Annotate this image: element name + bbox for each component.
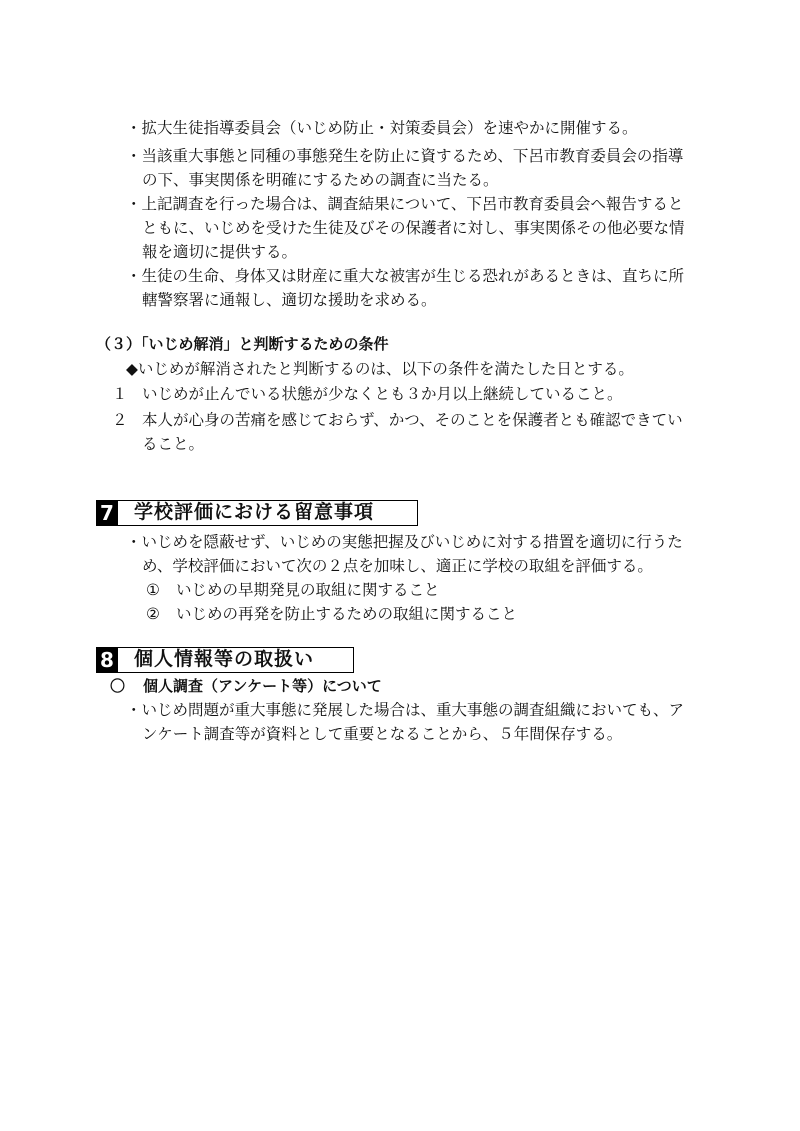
section-7-header [96, 500, 418, 526]
measure-item-cont: 轄警察署に通報し、適切な援助を求める。 [142, 291, 437, 309]
section-number: 8 [96, 647, 118, 673]
section-7-bullet: ・いじめを隠蔽せず、いじめの実態把握及びいじめに対する措置を適切に行うた [126, 533, 683, 551]
condition-number: ２ [112, 411, 128, 429]
section-8-header [96, 647, 354, 673]
measure-item-cont: の下、事実関係を明確にするための調査に当たる。 [142, 171, 499, 189]
section-title: 学校評価における留意事項 [134, 501, 375, 523]
point-text: いじめの再発を防止するための取組に関すること [176, 605, 518, 623]
section-title: 個人情報等の取扱い [134, 648, 315, 670]
section-8-bullet-cont: ンケート調査等が資料として重要となることから、５年間保存する。 [142, 725, 623, 743]
measure-item: ・拡大生徒指導委員会（いじめ防止・対策委員会）を速やかに開催する。 [126, 119, 638, 137]
section-number: 7 [96, 500, 118, 526]
measure-item: ・上記調査を行った場合は、調査結果について、下呂市教育委員会へ報告すると [126, 195, 684, 213]
section-7-bullet-cont: め、学校評価において次の２点を加味し、適正に学校の取組を評価する。 [142, 557, 653, 575]
measure-item: ・当該重大事態と同種の事態発生を防止に資するため、下呂市教育委員会の指導 [126, 147, 684, 165]
condition-text: いじめが止んでいる状態が少なくとも３か月以上継続していること。 [142, 385, 623, 403]
point-marker: ① [146, 581, 160, 599]
circle-marker: 〇 [110, 677, 126, 695]
section-8-bullet: ・いじめ問題が重大事態に発展した場合は、重大事態の調査組織においても、ア [126, 701, 685, 719]
measure-item-cont: ともに、いじめを受けた生徒及びその保護者に対し、事実関係その他必要な情 [142, 219, 685, 237]
point-text: いじめの早期発見の取組に関すること [176, 581, 440, 599]
subsection-intro: ◆いじめが解消されたと判断するのは、以下の条件を満たした日とする。 [126, 360, 634, 378]
condition-text: 本人が心身の苦痛を感じておらず、かつ、そのことを保護者とも確認できてい [142, 411, 683, 429]
condition-number: １ [112, 385, 128, 403]
sub-heading: 個人調査（アンケート等）について [143, 677, 382, 695]
point-marker: ② [146, 605, 160, 623]
condition-text-cont: ること。 [142, 435, 205, 453]
measure-item: ・生徒の生命、身体又は財産に重大な被害が生じる恐れがあるときは、直ちに所 [126, 267, 685, 285]
measure-item-cont: 報を適切に提供する。 [142, 243, 298, 261]
subsection-heading: （３）「いじめ解消」と判断するための条件 [96, 335, 389, 353]
